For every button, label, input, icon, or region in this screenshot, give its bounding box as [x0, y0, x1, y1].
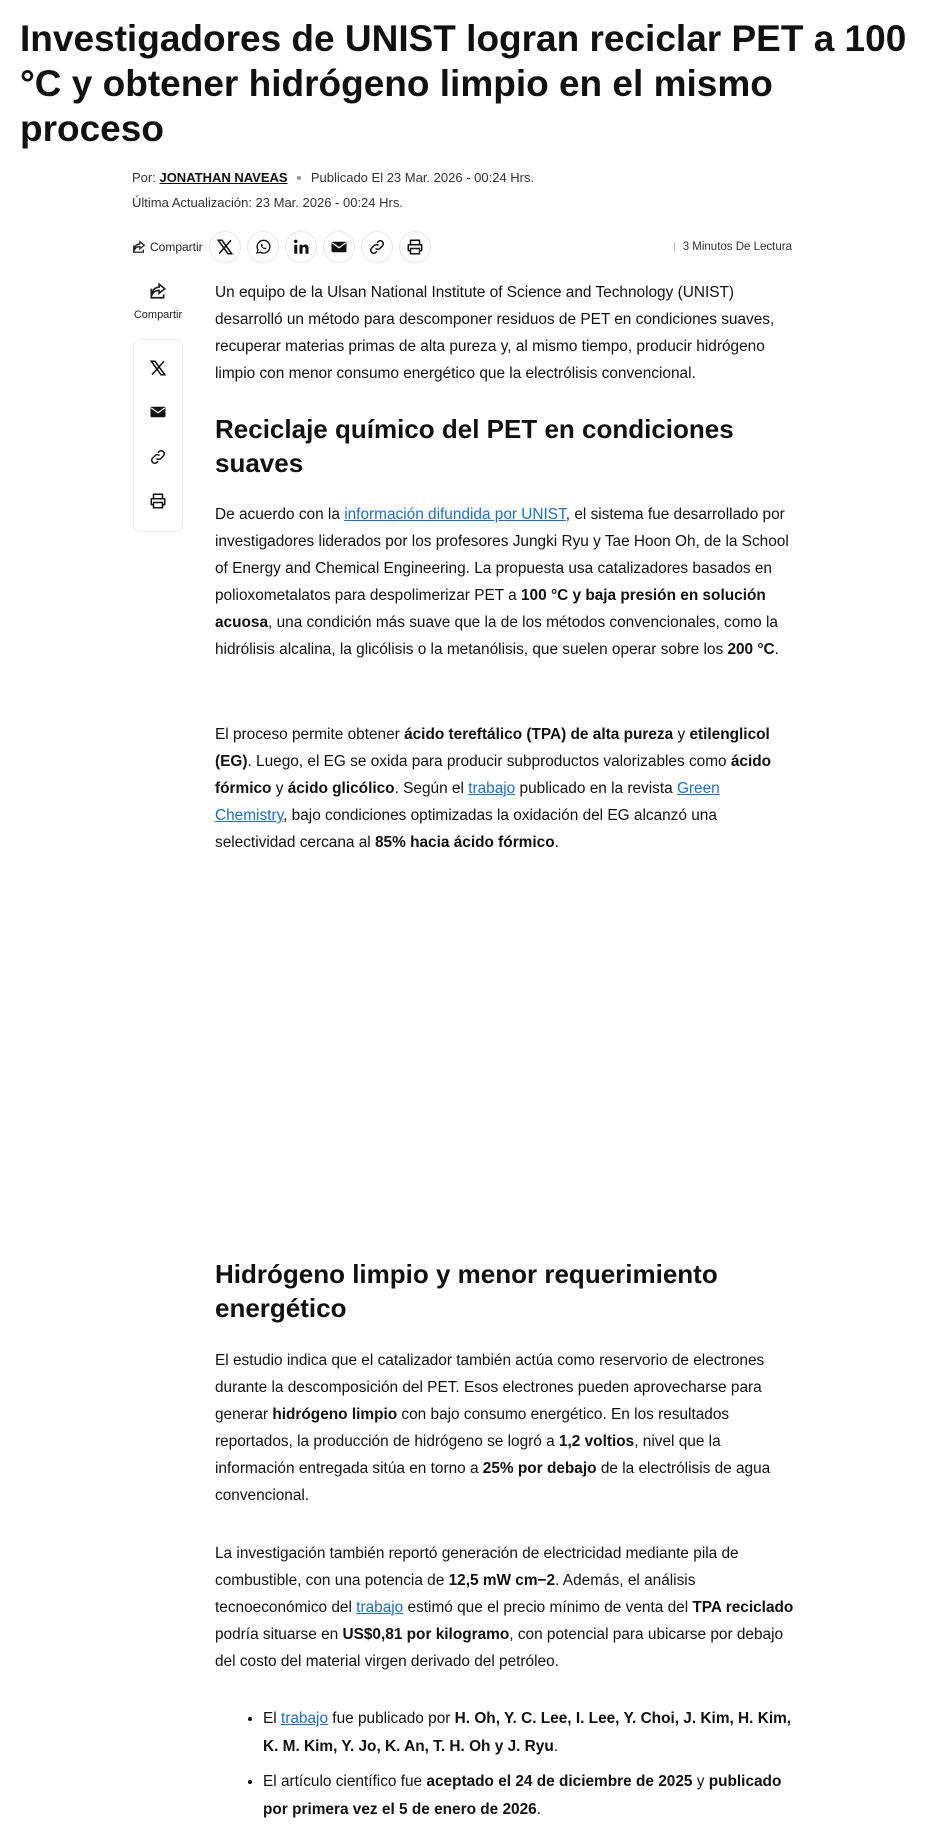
whatsapp-icon: [254, 238, 272, 256]
updated-date: Última Actualización: 23 Mar. 2026 - 00:24 Hrs.: [132, 195, 403, 210]
article-title: Investigadores de UNIST logran reciclar PET a 100 °C y obtener hidrógeno limpio en el mismo proceso: [20, 18, 907, 149]
paragraph-recycling: De acuerdo con la información difundida por UNIST, el sistema fue desarrollado por investigadores liderados por los profesores Jungki Ryu y Tae Hoon Oh, de la School of Energy and Chemical Engineering. La propuesta usa catalizadores basados en polioxometalatos para despolimerizar PET a 100 °C y baja presión en solución acuosa, una condición más suave que la de los métodos convencionales, como la hidrólisis alcalina, la glicólisis o la metanólisis, que suelen operar sobre los 200 °C.: [215, 506, 789, 658]
divider: [674, 242, 675, 252]
copy-link-button[interactable]: [361, 231, 393, 263]
side-share-panel: [133, 339, 183, 532]
section-heading-recycling: Reciclaje químico del PET en condiciones suaves: [215, 414, 734, 478]
trabajo-link[interactable]: trabajo: [356, 1599, 404, 1616]
trabajo-link[interactable]: trabajo: [280, 1710, 329, 1727]
link-icon: [149, 448, 167, 466]
byline: [132, 170, 534, 185]
paragraph-products: El proceso permite obtener ácido tereftálico (TPA) de alta pureza y etilenglicol (EG). Luego, el EG se oxida para producir subproductos valorizables como ácido fórmico y ácido glicólico. Según el trabajo publicado en la revista Green Chemistry, bajo condiciones optimizadas la oxidación del EG alcanzó una selectividad cercana al 85% hacia ácido fórmico.: [215, 726, 772, 851]
paragraph-hydrogen: El estudio indica que el catalizador también actúa como reservorio de electrones durante la descomposición del PET. Esos electrones pueden aprovecharse para generar hidrógeno limpio con bajo consumo energético. En los resultados reportados, la producción de hidrógeno se logró a 1,2 voltios, nivel que la información entregada sitúa en torno a 25% por debajo de la electrólisis de agua convencional.: [215, 1352, 771, 1504]
print-button[interactable]: [399, 231, 431, 263]
email-icon: [149, 403, 167, 421]
byline-prefix: Por:: [132, 170, 156, 185]
print-icon: [149, 492, 167, 510]
link-icon: [368, 238, 386, 256]
share-bar: [132, 231, 792, 263]
published-date: Publicado El 23 Mar. 2026 - 00:24 Hrs.: [310, 170, 535, 185]
trabajo-link[interactable]: trabajo: [468, 780, 516, 797]
side-x-button[interactable]: [142, 354, 174, 382]
share-linkedin-button[interactable]: [285, 231, 317, 263]
share-whatsapp-button[interactable]: [247, 231, 279, 263]
read-time-label: 3 Minutos De Lectura: [682, 241, 792, 253]
share-x-button[interactable]: [209, 231, 241, 263]
x-icon: [216, 238, 234, 256]
read-time: [674, 241, 792, 253]
email-icon: [330, 238, 348, 256]
share-button[interactable]: [132, 240, 203, 254]
x-icon: [149, 359, 167, 377]
reference-list: [235, 1705, 795, 1831]
unist-info-link[interactable]: información difundida por UNIST: [344, 506, 566, 523]
side-link-button[interactable]: [142, 443, 174, 471]
section-heading-hydrogen: Hidrógeno limpio y menor requerimiento energético: [215, 1259, 718, 1323]
share-email-button[interactable]: [323, 231, 355, 263]
share-icon: [148, 282, 168, 300]
share-label: Compartir: [150, 240, 203, 254]
print-icon: [406, 238, 424, 256]
author-link[interactable]: JONATHAN NAVEAS: [159, 170, 288, 185]
side-print-button[interactable]: [142, 487, 174, 515]
paragraph-economics: La investigación también reportó generación de electricidad mediante pila de combustible, con una potencia de 12,5 mW cm−2. Además, el análisis tecnoeconómico del trabajo estimó que el precio mínimo de venta del TPA reciclado podría situarse en US$0,81 por kilogramo, con potencial para ubicarse por debajo del costo del material virgen derivado del petróleo.: [215, 1545, 794, 1670]
share-icon: [132, 240, 146, 254]
separator-dot: [297, 176, 301, 180]
list-item: • El trabajo fue publicado por H. Oh, Y. C. Lee, I. Lee, Y. Choi, J. Kim, H. Kim, K. M. Kim, Y. Jo, K. An, T. H. Oh y J. Ryu.: [263, 1705, 795, 1761]
linkedin-icon: [292, 238, 310, 256]
side-share-button[interactable]: [132, 282, 184, 321]
side-share-label: Compartir: [133, 309, 183, 321]
paragraph-intro: Un equipo de la Ulsan National Institute of Science and Technology (UNIST) desarrolló un método para descomponer residuos de PET en condiciones suaves, recuperar materias primas de alta pureza y, al mismo tiempo, producir hidrógeno limpio con menor consumo energético que la electrólisis convencional.: [215, 284, 775, 382]
green-chemistry-link[interactable]: Green Chemistry: [215, 780, 720, 824]
side-email-button[interactable]: [142, 398, 174, 426]
list-item: • El artículo científico fue aceptado el 24 de diciembre de 2025 y publicado por primera vez el 5 de enero de 2026.: [263, 1768, 795, 1824]
